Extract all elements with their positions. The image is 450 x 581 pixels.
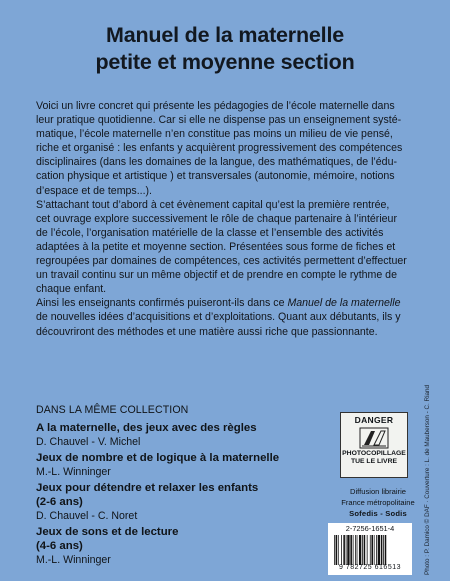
cover-credit: Photo : P. Damico © DAF · Couverture : L. de Mauberson - C. Riand (424, 384, 431, 575)
barcode-bar (385, 535, 387, 565)
barcode-bar (355, 535, 356, 565)
collection-heading: DANS LA MÊME COLLECTION (36, 404, 189, 416)
collection-book-title: Jeux de nombre et de logique à la maternelle (36, 452, 280, 464)
blurb-line: cation physique et artistique ) et transversales (autonomie, mémoire, notions (36, 170, 395, 183)
photocopy-book-icon (359, 427, 389, 449)
blurb-paragraph-2 (36, 198, 434, 297)
blurb-line: d’espace et de temps...). (36, 184, 153, 197)
collection-book-title: Jeux de sons et de lecture (36, 526, 179, 538)
isbn: 2-7256-1651-4 (345, 524, 395, 533)
book-title-italic: Manuel de la maternelle (287, 297, 401, 310)
book-title (0, 22, 450, 76)
danger-label: DANGER (354, 415, 394, 425)
blurb-paragraph-1 (36, 99, 434, 198)
blurb-line: de nouvelles idées d’acquisitions et d’exploitations. Quant aux débutants, ils y (36, 311, 401, 324)
blurb-line: cet ouvrage explore successivement le rôle de chaque partenaire à l’intérieur (36, 212, 397, 225)
barcode-bar (376, 535, 377, 565)
barcode-bar (383, 535, 384, 565)
blurb-line: adaptées à la petite et moyenne section. Présentées sous forme de fiches et (36, 240, 396, 253)
barcode-bar (353, 535, 354, 565)
title-line-2: petite et moyenne section (95, 50, 355, 74)
barcode-bar (334, 535, 335, 565)
blurb-line: un travail continu sur un même objectif et de prendre en compte le rythme de (36, 269, 397, 282)
blurb-line: Voici un livre concret qui présente les pédagogies de l’école maternelle dans (36, 100, 395, 112)
danger-photocopillage-logo (340, 412, 408, 478)
barcode-bar (362, 535, 363, 565)
collection-book-title: Jeux pour détendre et relaxer les enfants (36, 482, 259, 494)
barcode-bar (350, 535, 352, 565)
barcode-bar (338, 535, 339, 565)
barcode-bar (374, 535, 375, 565)
barcode-bar (371, 535, 373, 565)
blurb-text: Ainsi les enseignants confirmés puiseront-ils dans ce (36, 297, 288, 310)
blurb (36, 99, 434, 339)
barcode-bar (381, 535, 383, 565)
blurb-line: chaque enfant. (36, 283, 107, 296)
collection-book-subtitle: (2-6 ans) (36, 496, 83, 508)
barcode-bar (343, 535, 345, 565)
barcode-bar (359, 535, 361, 565)
blurb-line (36, 296, 434, 310)
danger-kills-book: TUE LE LIVRE (350, 458, 398, 465)
blurb-line: de l’école, l’organisation matérielle de la classe et l’ensemble des activités (36, 226, 384, 239)
collection-book-authors: D. Chauvel - V. Michel (36, 436, 141, 448)
barcode-bar (364, 535, 366, 565)
distribution-info (334, 486, 422, 519)
distribution-line: France métropolitaine (341, 498, 415, 507)
barcode-bar (357, 535, 358, 565)
collection-book-subtitle: (4-6 ans) (36, 540, 83, 552)
collection-book-authors: D. Chauvel - C. Noret (36, 510, 138, 522)
collection-book-authors: M.-L. Winninger (36, 554, 111, 566)
blurb-paragraph-3 (36, 296, 434, 338)
barcode-bar (378, 535, 380, 565)
blurb-line: découvriront des méthodes et une matière aussi riche que passionnante. (36, 325, 378, 338)
barcode-bar (370, 535, 371, 565)
ean-number: 9 782725 616513 (339, 564, 401, 571)
barcode-bar (336, 535, 338, 565)
distributor-names: Sofedis - Sodis (349, 509, 407, 518)
collection-book-title: A la maternelle, des jeux avec des règles (36, 422, 257, 434)
collection-book-authors: M.-L. Winninger (36, 466, 111, 478)
barcode-bars (334, 535, 408, 565)
blurb-line: S’attachant tout d’abord à cet évènement capital qu’est la première rentrée, (36, 198, 390, 211)
blurb-line: leur pratique quotidienne. Car si elle ne dispense pas un enseignement systé- (36, 114, 402, 127)
blurb-line: regroupées par domaines de compétences, ces activités permettent d’effectuer (36, 255, 407, 268)
blurb-line: riche et organisé : les enfants y acquièrent progressivement des compétences (36, 142, 403, 155)
barcode-bar (367, 535, 368, 565)
distribution-line: Diffusion librairie (350, 487, 406, 496)
barcode-bar (341, 535, 342, 565)
danger-photocopillage: PHOTOCOPILLAGE (342, 450, 406, 457)
title-line-1: Manuel de la maternelle (106, 23, 344, 47)
barcode-bar (347, 535, 349, 565)
blurb-line: disciplinaires (dans les domaines de la langue, des mathématiques, de l’édu- (36, 156, 397, 169)
same-collection-list (36, 403, 316, 569)
barcode (328, 523, 412, 575)
barcode-bar (346, 535, 347, 565)
blurb-line: matique, l’école maternelle n’en constitue pas moins un milieu de vie pensé, (36, 128, 393, 141)
